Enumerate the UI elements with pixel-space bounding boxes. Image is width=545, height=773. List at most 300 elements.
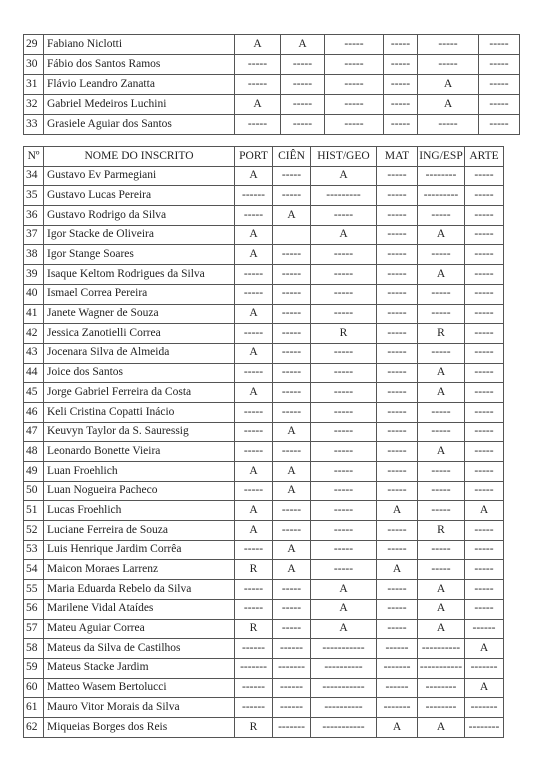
cell-ing-esp: R <box>418 324 465 344</box>
cell-mat: A <box>377 717 418 737</box>
cell-arte: ----- <box>465 462 504 482</box>
cell-hist-geo: ----- <box>311 521 377 541</box>
cell-arte: A <box>465 501 504 521</box>
table-row <box>24 225 504 245</box>
header-mat: MAT <box>377 147 418 167</box>
cell-hist-geo: A <box>311 599 377 619</box>
cell-ing-esp: ----- <box>418 55 479 75</box>
table-row <box>24 402 504 422</box>
cell-number: 43 <box>24 343 44 363</box>
cell-hist-geo: ----- <box>311 304 377 324</box>
table-row <box>24 265 504 285</box>
cell-hist-geo: ----- <box>311 245 377 265</box>
cell-mat: ----- <box>377 363 418 383</box>
cell-port: R <box>235 619 273 639</box>
cell-port: ----- <box>235 442 273 462</box>
cell-port: A <box>235 304 273 324</box>
table-row <box>24 540 504 560</box>
cell-ing-esp: ----- <box>418 540 465 560</box>
cell-cien: ----- <box>281 75 325 95</box>
cell-ing-esp: ----- <box>418 304 465 324</box>
cell-arte: -------- <box>465 717 504 737</box>
cell-mat: ----- <box>377 540 418 560</box>
cell-name: Matteo Wasem Bertolucci <box>44 678 235 698</box>
cell-name: Jocenara Silva de Almeida <box>44 343 235 363</box>
cell-hist-geo: ----- <box>311 343 377 363</box>
cell-number: 41 <box>24 304 44 324</box>
cell-cien: ----- <box>273 245 311 265</box>
table-row <box>24 619 504 639</box>
table-row <box>24 206 504 226</box>
cell-port: A <box>235 166 273 186</box>
cell-ing-esp: A <box>418 599 465 619</box>
cell-number: 33 <box>24 115 44 135</box>
cell-cien <box>273 225 311 245</box>
cell-arte: ----- <box>465 540 504 560</box>
cell-port: ------- <box>235 658 273 678</box>
table-row <box>24 186 504 206</box>
cell-name: Igor Stange Soares <box>44 245 235 265</box>
cell-mat: A <box>377 501 418 521</box>
cell-mat: ----- <box>377 343 418 363</box>
cell-mat: ----- <box>377 599 418 619</box>
cell-name: Isaque Keltom Rodrigues da Silva <box>44 265 235 285</box>
cell-number: 38 <box>24 245 44 265</box>
cell-name: Mateu Aguiar Correa <box>44 619 235 639</box>
cell-hist-geo: ----- <box>311 540 377 560</box>
table-row <box>24 245 504 265</box>
cell-cien: ----- <box>273 599 311 619</box>
cell-number: 59 <box>24 658 44 678</box>
cell-arte: ----- <box>465 304 504 324</box>
cell-cien: ----- <box>273 442 311 462</box>
cell-name: Gustavo Rodrigo da Silva <box>44 206 235 226</box>
cell-arte: ----- <box>479 115 520 135</box>
cell-arte: ----- <box>465 265 504 285</box>
cell-ing-esp: ----- <box>418 206 465 226</box>
cell-cien: ----- <box>273 383 311 403</box>
header-row <box>24 147 504 167</box>
cell-name: Luan Nogueira Pacheco <box>44 481 235 501</box>
table-row <box>24 560 504 580</box>
cell-arte: ----- <box>465 186 504 206</box>
cell-name: Miqueias Borges dos Reis <box>44 717 235 737</box>
cell-name: Mauro Vitor Morais da Silva <box>44 698 235 718</box>
cell-name: Grasiele Aguiar dos Santos <box>44 115 235 135</box>
cell-mat: ----- <box>377 245 418 265</box>
cell-number: 29 <box>24 35 44 55</box>
cell-hist-geo: ----- <box>325 35 384 55</box>
cell-ing-esp: A <box>418 265 465 285</box>
cell-port: ------ <box>235 639 273 659</box>
cell-cien: ----- <box>273 186 311 206</box>
cell-name: Fábio dos Santos Ramos <box>44 55 235 75</box>
cell-mat: ----- <box>384 55 418 75</box>
cell-port: A <box>235 462 273 482</box>
cell-hist-geo: ----- <box>325 115 384 135</box>
cell-mat: ----- <box>377 422 418 442</box>
cell-port: R <box>235 560 273 580</box>
cell-ing-esp: A <box>418 225 465 245</box>
cell-ing-esp: ----- <box>418 501 465 521</box>
cell-port: A <box>235 383 273 403</box>
cell-mat: A <box>377 560 418 580</box>
cell-name: Maria Eduarda Rebelo da Silva <box>44 580 235 600</box>
cell-name: Igor Stacke de Oliveira <box>44 225 235 245</box>
cell-ing-esp: A <box>418 363 465 383</box>
results-table-top-body <box>24 35 520 135</box>
cell-ing-esp: ----- <box>418 481 465 501</box>
cell-arte: ----- <box>465 481 504 501</box>
cell-hist-geo: ----- <box>311 206 377 226</box>
cell-hist-geo: ----------- <box>311 678 377 698</box>
table-row <box>24 639 504 659</box>
cell-port: A <box>235 521 273 541</box>
cell-arte: ----- <box>479 55 520 75</box>
cell-name: Jorge Gabriel Ferreira da Costa <box>44 383 235 403</box>
cell-port: ----- <box>235 324 273 344</box>
table-row <box>24 717 504 737</box>
cell-port: ------ <box>235 678 273 698</box>
cell-mat: ----- <box>377 265 418 285</box>
results-table-main <box>23 146 504 738</box>
table-row <box>24 324 504 344</box>
cell-mat: ----- <box>377 304 418 324</box>
cell-arte: A <box>465 678 504 698</box>
cell-name: Gustavo Lucas Pereira <box>44 186 235 206</box>
cell-cien: A <box>273 540 311 560</box>
cell-cien: ----- <box>281 115 325 135</box>
cell-hist-geo: ---------- <box>311 698 377 718</box>
cell-name: Janete Wagner de Souza <box>44 304 235 324</box>
header-cien: CIÊN <box>273 147 311 167</box>
cell-arte: ----- <box>465 324 504 344</box>
cell-number: 53 <box>24 540 44 560</box>
cell-ing-esp: A <box>418 717 465 737</box>
cell-arte: ----- <box>465 225 504 245</box>
cell-hist-geo: ----- <box>325 95 384 115</box>
cell-cien: ----- <box>273 501 311 521</box>
cell-arte: ----- <box>465 599 504 619</box>
cell-cien: ------- <box>273 717 311 737</box>
cell-port: ----- <box>235 481 273 501</box>
cell-cien: ----- <box>273 265 311 285</box>
cell-hist-geo: ----- <box>311 560 377 580</box>
table-row <box>24 166 504 186</box>
cell-number: 52 <box>24 521 44 541</box>
cell-cien: A <box>273 560 311 580</box>
cell-cien: ----- <box>273 343 311 363</box>
cell-name: Luciane Ferreira de Souza <box>44 521 235 541</box>
cell-mat: ------- <box>377 698 418 718</box>
cell-hist-geo: ----- <box>311 501 377 521</box>
cell-mat: ----- <box>377 580 418 600</box>
cell-number: 55 <box>24 580 44 600</box>
cell-cien: ----- <box>273 402 311 422</box>
cell-cien: ----- <box>273 284 311 304</box>
cell-cien: ----- <box>273 304 311 324</box>
cell-mat: ------ <box>377 678 418 698</box>
cell-port: R <box>235 717 273 737</box>
table-row <box>24 363 504 383</box>
cell-mat: ----- <box>377 383 418 403</box>
cell-number: 60 <box>24 678 44 698</box>
cell-ing-esp: ----- <box>418 35 479 55</box>
cell-port: ----- <box>235 363 273 383</box>
table-row <box>24 462 504 482</box>
cell-ing-esp: ----- <box>418 284 465 304</box>
cell-ing-esp: ---------- <box>418 639 465 659</box>
cell-arte: ----- <box>465 245 504 265</box>
cell-ing-esp: ----- <box>418 560 465 580</box>
cell-port: ----- <box>235 75 281 95</box>
cell-hist-geo: A <box>311 225 377 245</box>
cell-name: Keuvyn Taylor da S. Sauressig <box>44 422 235 442</box>
cell-port: ----- <box>235 55 281 75</box>
cell-number: 42 <box>24 324 44 344</box>
cell-name: Leonardo Bonette Vieira <box>44 442 235 462</box>
table-row <box>24 75 520 95</box>
cell-hist-geo: ----- <box>311 383 377 403</box>
table-row <box>24 521 504 541</box>
cell-ing-esp: --------- <box>418 186 465 206</box>
cell-cien: ----- <box>273 166 311 186</box>
cell-cien: ------ <box>273 678 311 698</box>
cell-number: 35 <box>24 186 44 206</box>
cell-ing-esp: -------- <box>418 166 465 186</box>
cell-number: 46 <box>24 402 44 422</box>
cell-ing-esp: A <box>418 95 479 115</box>
cell-name: Luan Froehlich <box>44 462 235 482</box>
cell-arte: ----- <box>465 580 504 600</box>
cell-cien: ------ <box>273 639 311 659</box>
cell-hist-geo: ----- <box>311 422 377 442</box>
cell-number: 57 <box>24 619 44 639</box>
cell-port: A <box>235 95 281 115</box>
cell-name: Jessica Zanotielli Correa <box>44 324 235 344</box>
cell-name: Mateus Stacke Jardim <box>44 658 235 678</box>
cell-cien: A <box>281 35 325 55</box>
table-row <box>24 422 504 442</box>
cell-hist-geo: ----------- <box>311 717 377 737</box>
cell-port: ----- <box>235 265 273 285</box>
cell-number: 32 <box>24 95 44 115</box>
cell-port: A <box>235 245 273 265</box>
cell-name: Gabriel Medeiros Luchini <box>44 95 235 115</box>
cell-cien: ----- <box>273 324 311 344</box>
cell-hist-geo: A <box>311 166 377 186</box>
cell-port: A <box>235 501 273 521</box>
cell-arte: ----- <box>465 343 504 363</box>
results-table-top <box>23 34 520 135</box>
cell-name: Luis Henrique Jardim Corrêa <box>44 540 235 560</box>
cell-arte: ----- <box>465 383 504 403</box>
cell-ing-esp: ----- <box>418 343 465 363</box>
header-number: Nº <box>24 147 44 167</box>
cell-number: 49 <box>24 462 44 482</box>
cell-number: 48 <box>24 442 44 462</box>
table-row <box>24 658 504 678</box>
cell-port: ------ <box>235 186 273 206</box>
table-row <box>24 599 504 619</box>
cell-mat: ----- <box>377 166 418 186</box>
cell-port: ----- <box>235 599 273 619</box>
cell-ing-esp: A <box>418 580 465 600</box>
cell-hist-geo: ----- <box>311 402 377 422</box>
table-row <box>24 95 520 115</box>
cell-cien: ----- <box>273 580 311 600</box>
cell-ing-esp: ----- <box>418 115 479 135</box>
cell-number: 47 <box>24 422 44 442</box>
table-row <box>24 698 504 718</box>
cell-name: Lucas Froehlich <box>44 501 235 521</box>
table-row <box>24 35 520 55</box>
cell-ing-esp: ----- <box>418 422 465 442</box>
cell-ing-esp: ----- <box>418 462 465 482</box>
header-hist-geo: HIST/GEO <box>311 147 377 167</box>
cell-mat: ----- <box>377 521 418 541</box>
cell-name: Fabiano Niclotti <box>44 35 235 55</box>
cell-mat: ----- <box>384 115 418 135</box>
cell-port: ----- <box>235 402 273 422</box>
cell-mat: ----- <box>377 619 418 639</box>
cell-mat: ----- <box>377 462 418 482</box>
cell-port: ----- <box>235 206 273 226</box>
cell-arte: ------ <box>465 619 504 639</box>
cell-mat: ----- <box>377 284 418 304</box>
table-row <box>24 343 504 363</box>
header-arte: ARTE <box>465 147 504 167</box>
table-row <box>24 442 504 462</box>
cell-number: 39 <box>24 265 44 285</box>
cell-arte: ----- <box>465 402 504 422</box>
cell-mat: ------- <box>377 658 418 678</box>
cell-hist-geo: ----- <box>325 75 384 95</box>
cell-port: A <box>235 225 273 245</box>
cell-mat: ----- <box>384 75 418 95</box>
cell-hist-geo: A <box>311 580 377 600</box>
cell-ing-esp: A <box>418 442 465 462</box>
results-table-main-body <box>24 166 504 737</box>
cell-number: 31 <box>24 75 44 95</box>
cell-name: Marilene Vidal Ataídes <box>44 599 235 619</box>
cell-name: Mateus da Silva de Castilhos <box>44 639 235 659</box>
header-ing-esp: ING/ESP <box>418 147 465 167</box>
cell-ing-esp: ----- <box>418 245 465 265</box>
header-port: PORT <box>235 147 273 167</box>
cell-ing-esp: A <box>418 619 465 639</box>
cell-number: 36 <box>24 206 44 226</box>
cell-arte: ------- <box>465 698 504 718</box>
cell-port: A <box>235 343 273 363</box>
cell-port: A <box>235 35 281 55</box>
cell-ing-esp: A <box>418 75 479 95</box>
table-row <box>24 115 520 135</box>
cell-port: ----- <box>235 115 281 135</box>
cell-cien: A <box>273 422 311 442</box>
cell-ing-esp: R <box>418 521 465 541</box>
cell-arte: ----- <box>465 560 504 580</box>
cell-cien: A <box>273 462 311 482</box>
cell-hist-geo: R <box>311 324 377 344</box>
cell-mat: ----- <box>384 35 418 55</box>
cell-hist-geo: ----- <box>311 265 377 285</box>
cell-port: ----- <box>235 422 273 442</box>
cell-mat: ----- <box>377 481 418 501</box>
table-row <box>24 501 504 521</box>
cell-ing-esp: ----- <box>418 402 465 422</box>
cell-hist-geo: ----- <box>311 442 377 462</box>
cell-ing-esp: ----------- <box>418 658 465 678</box>
cell-mat: ------ <box>377 639 418 659</box>
cell-number: 58 <box>24 639 44 659</box>
cell-port: ------ <box>235 698 273 718</box>
cell-mat: ----- <box>377 324 418 344</box>
cell-arte: ----- <box>465 284 504 304</box>
cell-mat: ----- <box>377 225 418 245</box>
cell-cien: ----- <box>281 95 325 115</box>
cell-arte: A <box>465 639 504 659</box>
table-row <box>24 580 504 600</box>
cell-arte: ----- <box>465 521 504 541</box>
table-row <box>24 284 504 304</box>
table-row <box>24 55 520 75</box>
cell-number: 51 <box>24 501 44 521</box>
cell-name: Ismael Correa Pereira <box>44 284 235 304</box>
cell-cien: ----- <box>273 363 311 383</box>
table-row <box>24 304 504 324</box>
cell-number: 34 <box>24 166 44 186</box>
table-row <box>24 678 504 698</box>
cell-cien: ------ <box>273 698 311 718</box>
cell-cien: ----- <box>281 55 325 75</box>
cell-hist-geo: ----- <box>311 363 377 383</box>
cell-mat: ----- <box>377 442 418 462</box>
cell-mat: ----- <box>377 206 418 226</box>
cell-hist-geo: ----- <box>311 284 377 304</box>
cell-hist-geo: ----------- <box>311 639 377 659</box>
cell-number: 37 <box>24 225 44 245</box>
cell-cien: A <box>273 481 311 501</box>
cell-cien: ----- <box>273 521 311 541</box>
cell-number: 61 <box>24 698 44 718</box>
cell-number: 45 <box>24 383 44 403</box>
cell-hist-geo: ----- <box>325 55 384 75</box>
cell-ing-esp: -------- <box>418 698 465 718</box>
cell-arte: ----- <box>479 35 520 55</box>
cell-port: ----- <box>235 580 273 600</box>
cell-arte: ----- <box>465 363 504 383</box>
cell-name: Maicon Moraes Larrenz <box>44 560 235 580</box>
cell-hist-geo: A <box>311 619 377 639</box>
cell-port: ----- <box>235 540 273 560</box>
header-name: NOME DO INSCRITO <box>44 147 235 167</box>
cell-arte: ----- <box>479 75 520 95</box>
cell-number: 30 <box>24 55 44 75</box>
cell-arte: ----- <box>465 206 504 226</box>
cell-hist-geo: ----- <box>311 481 377 501</box>
cell-hist-geo: ----- <box>311 462 377 482</box>
cell-port: ----- <box>235 284 273 304</box>
cell-number: 40 <box>24 284 44 304</box>
cell-name: Gustavo Ev Parmegiani <box>44 166 235 186</box>
cell-hist-geo: ---------- <box>311 658 377 678</box>
cell-hist-geo: --------- <box>311 186 377 206</box>
cell-ing-esp: A <box>418 383 465 403</box>
cell-number: 62 <box>24 717 44 737</box>
cell-arte: ----- <box>479 95 520 115</box>
cell-mat: ----- <box>384 95 418 115</box>
